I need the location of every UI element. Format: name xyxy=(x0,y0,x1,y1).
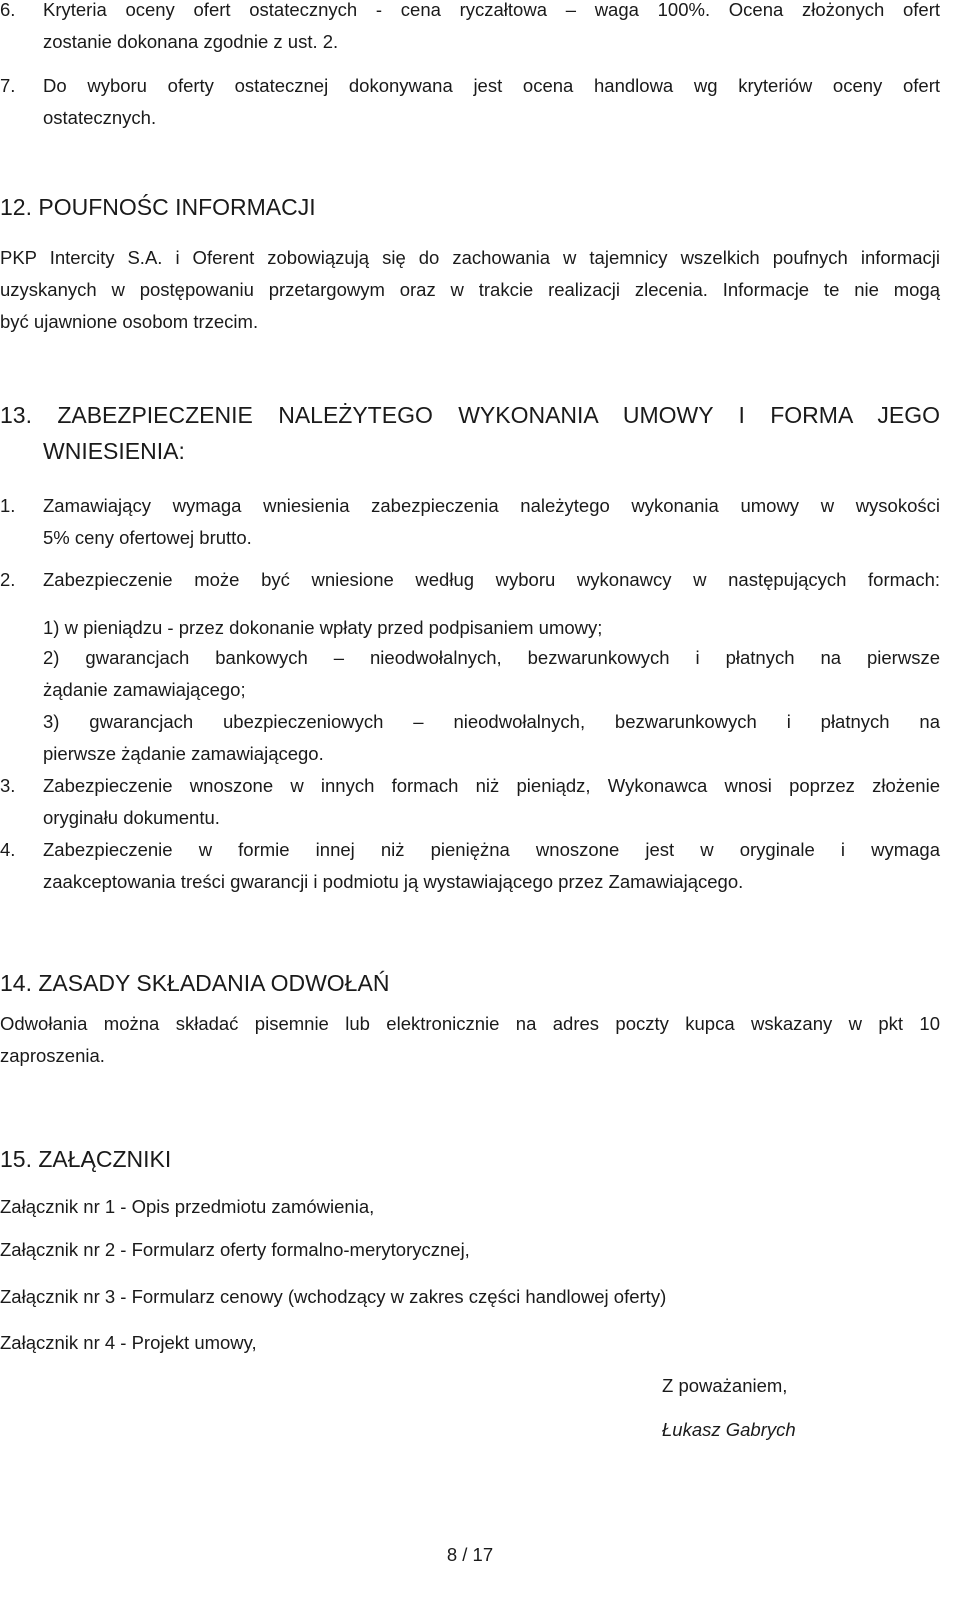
section-13-subitem-3 xyxy=(43,706,940,770)
section-14-title: 14. ZASADY SKŁADANIA ODWOŁAŃ xyxy=(0,970,390,996)
list-number: 6. xyxy=(0,0,16,20)
list-text-line: Kryteria oceny ofert ostatecznych - cena ryczałtowa – waga 100%. Ocena złożonych ofert xyxy=(43,0,940,20)
section-13-item-3 xyxy=(0,770,940,834)
subitem-line: 1) w pieniądzu - przez dokonanie wpłaty przed podpisaniem umowy; xyxy=(43,617,603,638)
list-text-line: Do wyboru oferty ostatecznej dokonywana jest ocena handlowa wg kryteriów oceny ofert xyxy=(43,75,940,96)
list-text-line: Zabezpieczenie w formie innej niż pieniężna wnoszone jest w oryginale i wymaga xyxy=(43,839,940,860)
section-15-title: 15. ZAŁĄCZNIKI xyxy=(0,1146,172,1172)
subitem-line: 2) gwarancjach bankowych – nieodwołalnych, bezwarunkowych i płatnych na pierwsze xyxy=(43,647,940,668)
section-12-body xyxy=(0,242,940,338)
section-13-item-2 xyxy=(0,564,940,596)
closing-signature: Łukasz Gabrych xyxy=(662,1419,796,1440)
section-13-subitem-1 xyxy=(43,612,940,644)
section-13-item-1 xyxy=(0,490,940,554)
subitem-line: 3) gwarancjach ubezpieczeniowych – nieodwołalnych, bezwarunkowych i płatnych na xyxy=(43,711,940,732)
paragraph-line: PKP Intercity S.A. i Oferent zobowiązują się do zachowania w tajemnicy wszelkich poufnych informacji xyxy=(0,247,940,268)
section-13-item-4 xyxy=(0,834,940,898)
section-13-title-cont: WNIESIENIA: xyxy=(43,438,185,464)
section-14-body xyxy=(0,1008,940,1072)
subitem-line: żądanie zamawiającego; xyxy=(43,679,246,700)
list-text-line: oryginału dokumentu. xyxy=(43,807,220,828)
list-number: 2. xyxy=(0,569,16,590)
list-text-line: Zamawiający wymaga wniesienia zabezpieczenia należytego wykonania umowy w wysokości xyxy=(43,495,940,516)
list-text-line: Zabezpieczenie wnoszone w innych formach niż pieniądz, Wykonawca wnosi poprzez złożenie xyxy=(43,775,940,796)
list-number: 1. xyxy=(0,495,16,516)
list-text-line: zostanie dokonana zgodnie z ust. 2. xyxy=(43,31,339,52)
list-text-line: ostatecznych. xyxy=(43,107,157,128)
list-number: 3. xyxy=(0,775,16,796)
paragraph-line: być ujawnione osobom trzecim. xyxy=(0,311,259,332)
list-item-7 xyxy=(0,70,940,134)
attachment-item: Załącznik nr 4 - Projekt umowy, xyxy=(0,1332,257,1353)
page-number: 8 / 17 xyxy=(446,1544,494,1565)
list-text-line: Zabezpieczenie może być wniesione według wyboru wykonawcy w następujących formach: xyxy=(43,569,940,590)
list-number: 7. xyxy=(0,75,16,96)
attachment-item: Załącznik nr 1 - Opis przedmiotu zamówienia, xyxy=(0,1196,375,1217)
attachment-item: Załącznik nr 3 - Formularz cenowy (wchodzący w zakres części handlowej oferty) xyxy=(0,1286,667,1307)
section-13-subitem-2 xyxy=(43,642,940,706)
list-text-line: zaakceptowania treści gwarancji i podmiotu ją wystawiającego przez Zamawiającego. xyxy=(43,871,744,892)
list-item-6 xyxy=(0,0,940,58)
subitem-line: pierwsze żądanie zamawiającego. xyxy=(43,743,324,764)
paragraph-line: zaproszenia. xyxy=(0,1045,105,1066)
list-text-line: 5% ceny ofertowej brutto. xyxy=(43,527,252,548)
section-13-title: 13. ZABEZPIECZENIE NALEŻYTEGO WYKONANIA UMOWY I FORMA JEGO xyxy=(0,402,940,428)
attachment-item: Załącznik nr 2 - Formularz oferty formalno-merytorycznej, xyxy=(0,1239,470,1260)
list-number: 4. xyxy=(0,839,16,860)
paragraph-line: uzyskanych w postępowaniu przetargowym oraz w trakcie realizacji zlecenia. Informacje te nie mogą xyxy=(0,279,940,300)
section-12-title: 12. POUFNOŚC INFORMACJI xyxy=(0,194,316,220)
closing-greeting: Z poważaniem, xyxy=(662,1375,788,1396)
paragraph-line: Odwołania można składać pisemnie lub elektronicznie na adres poczty kupca wskazany w pkt 10 xyxy=(0,1013,940,1034)
